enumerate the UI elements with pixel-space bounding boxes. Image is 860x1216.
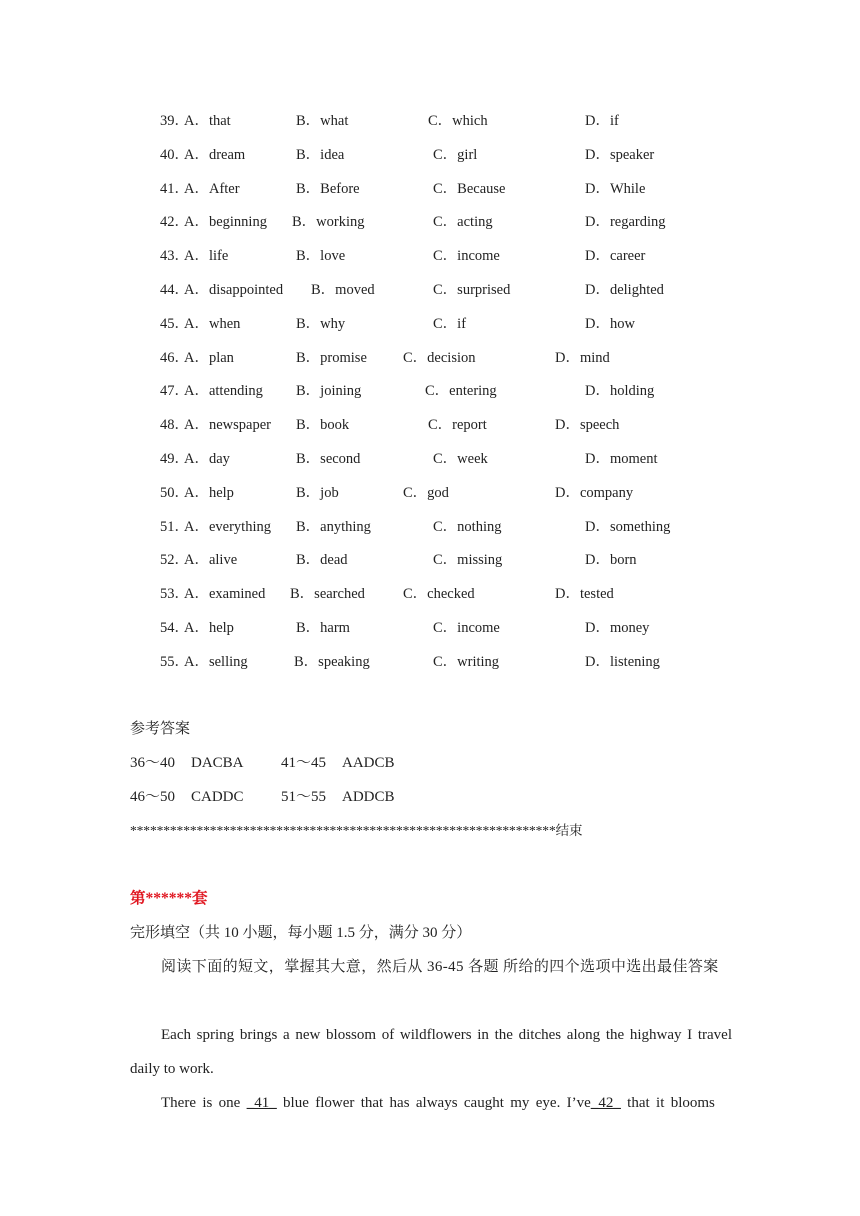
question-row [0, 549, 860, 571]
option-d: D．moment [585, 451, 658, 467]
answer-range: 36～40 [130, 755, 176, 771]
question-number: 47． [160, 383, 189, 400]
option-d: D．tested [555, 586, 614, 603]
passage-text: There is one [161, 1095, 247, 1111]
option-c: C．week [433, 451, 488, 467]
option-b: B．moved [311, 282, 375, 298]
option-a: A．selling [184, 653, 248, 670]
option-c: C．god [403, 484, 449, 501]
question-number: 39． [160, 113, 189, 129]
answer-range: 41～45 [281, 755, 327, 771]
question-row [0, 178, 860, 200]
option-a: A．day [184, 451, 230, 467]
option-c: C．missing [433, 552, 503, 569]
option-a: A．examined [184, 586, 266, 603]
option-c: C．decision [403, 349, 476, 366]
section-subtitle: 完形填空（共 10 小题，每小题 1.5 分，满分 30 分） [130, 925, 472, 941]
option-b: B．working [292, 214, 365, 231]
option-d: D．money [585, 620, 650, 636]
option-c: C．nothing [433, 518, 502, 535]
option-a: A．life [184, 248, 229, 265]
answer-key: CADDC [191, 789, 244, 805]
question-row [0, 583, 860, 605]
option-a: A．help [184, 620, 234, 636]
option-b: B．why [296, 315, 346, 332]
answer-title: 参考答案 [130, 721, 191, 737]
passage-text: blue flower that has always caught my eye. I’ve [276, 1095, 591, 1111]
option-d: D．something [585, 518, 671, 535]
question-row [0, 110, 860, 132]
option-b: B．love [296, 248, 346, 265]
option-c: C．Because [433, 180, 506, 197]
option-c: C．checked [403, 586, 475, 603]
option-d: D．delighted [585, 282, 664, 298]
question-number: 46． [160, 349, 189, 366]
question-row [0, 414, 860, 436]
option-a: A．After [184, 180, 240, 197]
question-row [0, 245, 860, 267]
question-row [0, 380, 860, 402]
question-number: 55． [160, 653, 189, 670]
question-row [0, 211, 860, 233]
question-number: 51． [160, 518, 189, 535]
blank-41: _41_ [246, 1095, 277, 1111]
option-b: B．idea [296, 146, 345, 163]
option-a: A．help [184, 484, 234, 501]
option-b: B．Before [296, 180, 360, 197]
question-number: 41． [160, 180, 189, 197]
option-d: D．if [585, 113, 619, 129]
option-d: D．born [585, 552, 637, 569]
question-row [0, 279, 860, 301]
option-b: B．searched [290, 586, 365, 603]
question-row [0, 448, 860, 470]
option-d: D．mind [555, 349, 610, 366]
option-d: D．While [585, 180, 646, 197]
option-b: B．job [296, 484, 339, 501]
option-d: D．company [555, 484, 634, 501]
question-number: 49． [160, 451, 189, 467]
answer-key: DACBA [191, 755, 244, 771]
question-number: 42． [160, 214, 189, 231]
option-b: B．dead [296, 552, 348, 569]
option-a: A．disappointed [184, 282, 284, 298]
question-number: 45． [160, 315, 189, 332]
option-c: C．if [433, 315, 467, 332]
option-a: A．newspaper [184, 417, 271, 434]
passage-paragraph-1 [130, 1018, 732, 1086]
option-d: D．holding [585, 383, 655, 400]
option-a: A．beginning [184, 214, 267, 231]
option-c: C．acting [433, 214, 493, 231]
option-c: C．income [433, 620, 500, 636]
option-d: D．speaker [585, 146, 655, 163]
passage-text: that it blooms [620, 1095, 715, 1111]
end-marker: ****************************************************************结束 [130, 823, 583, 838]
option-c: C．report [428, 417, 487, 434]
question-number: 54． [160, 620, 189, 636]
answer-range: 51～55 [281, 789, 327, 805]
answer-key: ADDCB [342, 789, 395, 805]
question-number: 44． [160, 282, 189, 298]
option-c: C．entering [425, 383, 497, 400]
question-row [0, 347, 860, 369]
option-a: A．when [184, 315, 241, 332]
option-d: D．speech [555, 417, 620, 434]
option-b: B．book [296, 417, 350, 434]
option-b: B．harm [296, 620, 350, 636]
blank-42: _42_ [590, 1095, 621, 1111]
option-b: B．joining [296, 383, 362, 400]
answer-range: 46～50 [130, 789, 176, 805]
option-d: D．listening [585, 653, 660, 670]
option-a: A．alive [184, 552, 238, 569]
option-d: D．how [585, 315, 635, 332]
option-a: A．dream [184, 146, 246, 163]
question-number: 53． [160, 586, 189, 603]
question-row [0, 651, 860, 673]
option-c: C．surprised [433, 282, 511, 298]
question-row [0, 313, 860, 335]
question-row [0, 516, 860, 538]
answer-key: AADCB [342, 755, 395, 771]
option-c: C．writing [433, 653, 500, 670]
option-a: A．that [184, 113, 231, 129]
question-row [0, 617, 860, 639]
question-number: 52． [160, 552, 189, 569]
option-a: A．plan [184, 349, 234, 366]
question-row [0, 482, 860, 504]
option-a: A．everything [184, 518, 271, 535]
instruction-paragraph [130, 950, 732, 984]
option-c: C．girl [433, 146, 478, 163]
question-row [0, 144, 860, 166]
option-b: B．second [296, 451, 361, 467]
question-number: 43． [160, 248, 189, 265]
option-c: C．which [428, 113, 488, 129]
option-b: B．speaking [294, 653, 370, 670]
question-number: 40． [160, 146, 189, 163]
passage-paragraph-2 [130, 1086, 732, 1120]
option-b: B．what [296, 113, 349, 129]
set-title: 第******套 [130, 890, 208, 907]
option-d: D．career [585, 248, 646, 265]
question-number: 50． [160, 484, 189, 501]
option-b: B．anything [296, 518, 371, 535]
option-a: A．attending [184, 383, 263, 400]
option-d: D．regarding [585, 214, 666, 231]
option-c: C．income [433, 248, 500, 265]
question-number: 48． [160, 417, 189, 434]
option-b: B．promise [296, 349, 367, 366]
instruction-text: 阅读下面的短文，掌握其大意，然后从 36-45 各题 所给的四个选项中选出最佳答案 [161, 959, 719, 975]
passage-text: Each spring brings a new blossom of wildflowers in the ditches along the highway I travel daily to work. [130, 1027, 732, 1077]
